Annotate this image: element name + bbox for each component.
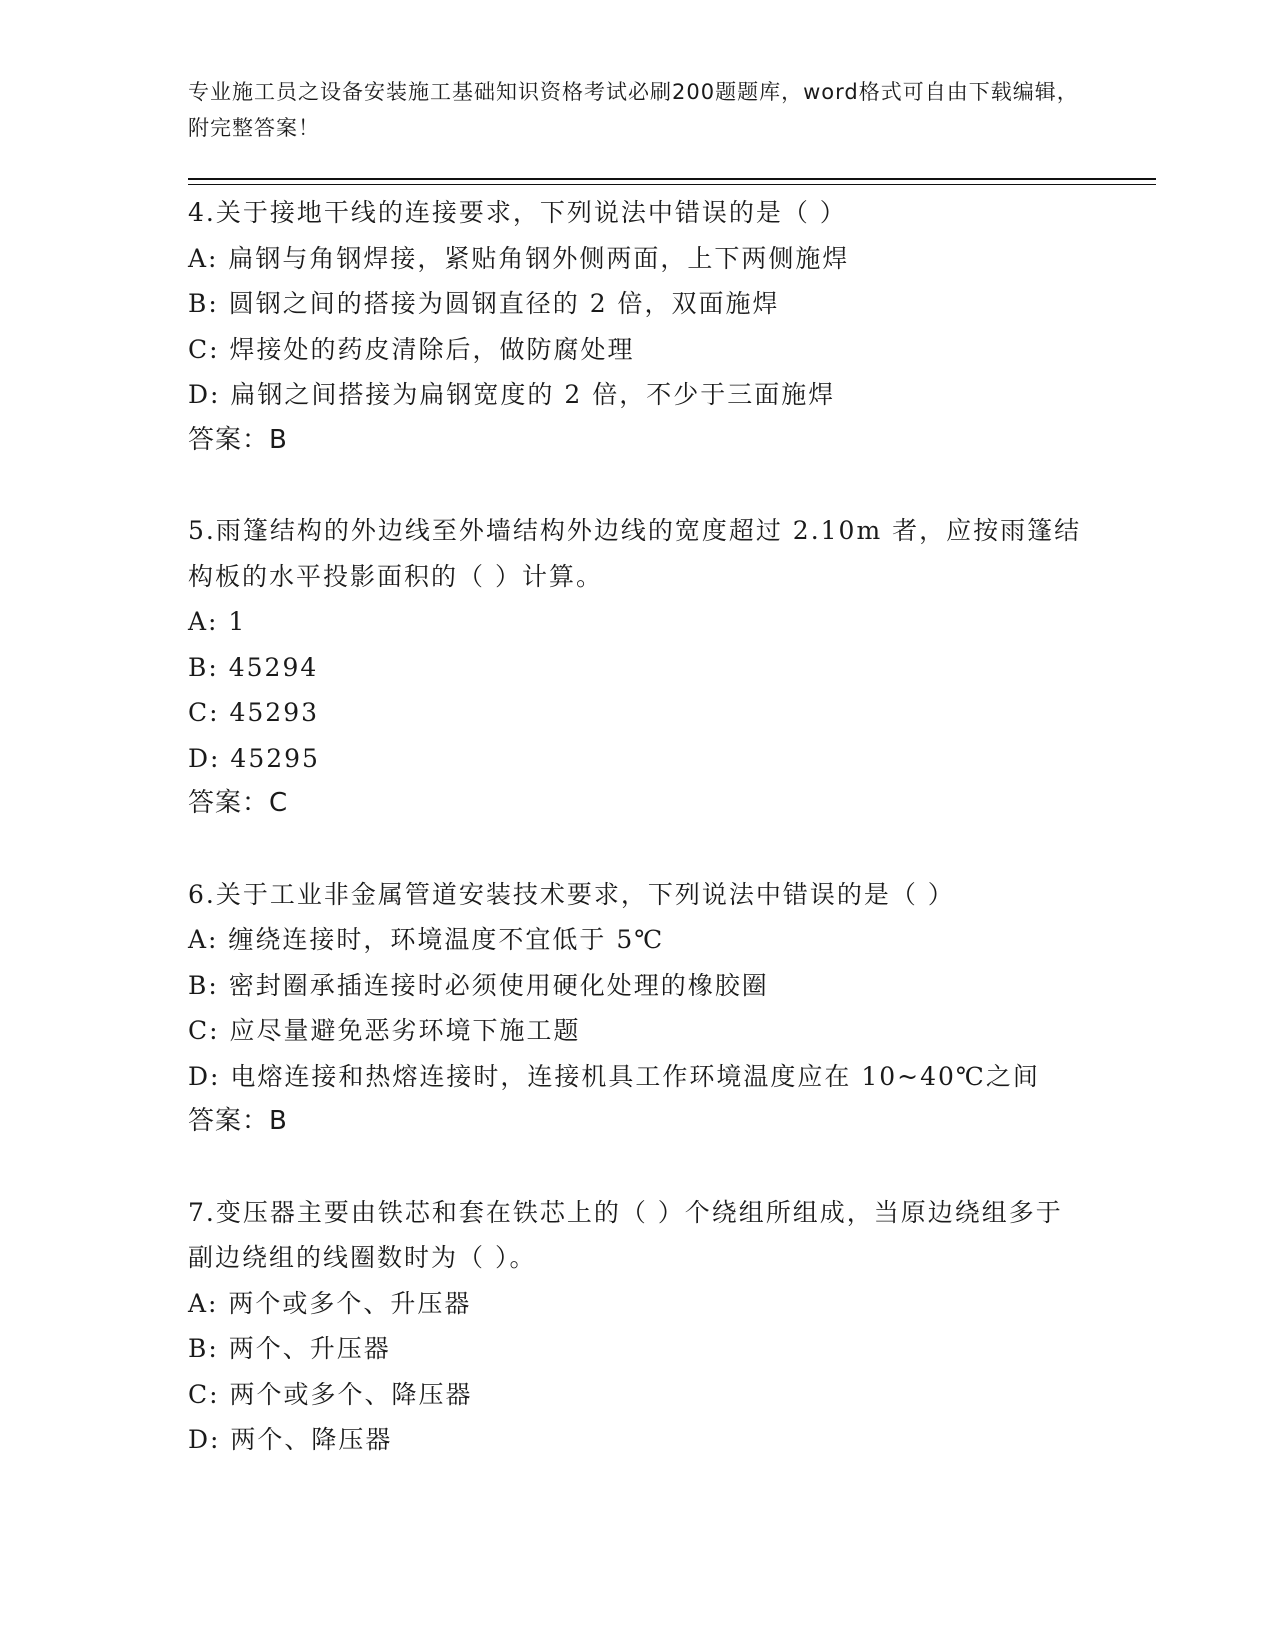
- answer-line: 答案：B: [188, 424, 288, 455]
- option-b: B: 密封圈承插连接时必须使用硬化处理的橡胶圈: [188, 970, 769, 1000]
- answer-line: 答案：B: [188, 1106, 288, 1136]
- question-7: [188, 1190, 1088, 1463]
- option-b: B: 两个、升压器: [188, 1334, 391, 1363]
- option-c: C: 45293: [188, 698, 320, 727]
- question-stem: 7.变压器主要由铁芯和套在铁芯上的（ ）个绕组所组成，当原边绕组多于副边绕组的线圈数时为（ ）。: [188, 1197, 1063, 1272]
- answer-line: 答案：C: [188, 788, 289, 818]
- header-divider-thick: [188, 178, 1156, 180]
- option-c: C: 焊接处的药皮清除后，做防腐处理: [188, 334, 635, 364]
- question-4: [188, 190, 1088, 463]
- question-list: [188, 190, 1088, 1463]
- option-d: D: 45295: [188, 743, 320, 773]
- option-c: C: 两个或多个、降压器: [188, 1379, 473, 1409]
- header-divider-thin: [188, 184, 1156, 185]
- option-d: D: 扁钢之间搭接为扁钢宽度的 2 倍，不少于三面施焊: [188, 380, 836, 409]
- option-c: C: 应尽量避免恶劣环境下施工题: [188, 1016, 581, 1045]
- option-a: A: 两个或多个、升压器: [188, 1288, 472, 1318]
- question-stem: 4.关于接地干线的连接要求，下列说法中错误的是（ ）: [188, 198, 847, 227]
- option-a: A: 1: [188, 607, 247, 636]
- question-6: [188, 872, 1088, 1145]
- question-stem: 6.关于工业非金属管道安装技术要求，下列说法中错误的是（ ）: [188, 879, 955, 909]
- option-b: B: 圆钢之间的搭接为圆钢直径的 2 倍，双面施焊: [188, 289, 780, 318]
- option-a: A: 缠绕连接时，环境温度不宜低于 5℃: [188, 925, 665, 954]
- question-5: [188, 508, 1088, 827]
- option-b: B: 45294: [188, 652, 319, 682]
- option-a: A: 扁钢与角钢焊接，紧贴角钢外侧两面，上下两侧施焊: [188, 243, 850, 273]
- question-stem: 5.雨篷结构的外边线至外墙结构外边线的宽度超过 2.10m 者，应按雨篷结构板的水平投影面积的（ ）计算。: [188, 516, 1082, 591]
- document-header: 专业施工员之设备安装施工基础知识资格考试必刷200题题库，word格式可自由下载编辑，附完整答案！: [188, 80, 1079, 140]
- option-d: D: 两个、降压器: [188, 1425, 393, 1454]
- option-d: D: 电熔连接和热熔连接时，连接机具工作环境温度应在 10~40℃之间: [188, 1061, 1040, 1091]
